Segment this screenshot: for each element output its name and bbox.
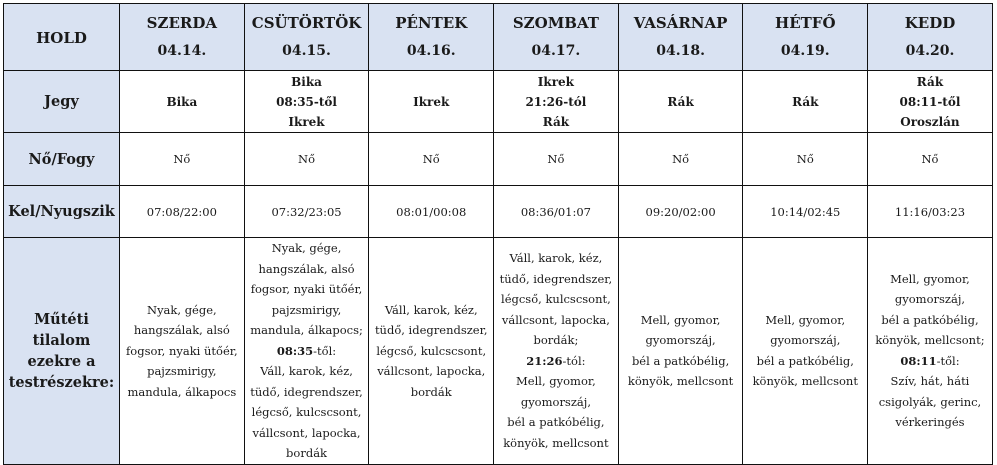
rise-set-cell: 10:14/02:45 (743, 186, 868, 238)
day-name: SZERDA (146, 14, 217, 32)
corner-cell (4, 4, 120, 71)
body-part-line: tüdő, idegrendszer, (250, 384, 363, 399)
jegy-cell (369, 71, 494, 133)
body-part-line: Váll, karok, kéz, (384, 302, 478, 317)
surgery-ban-cell (369, 238, 494, 465)
rise-set-cell: 07:32/23:05 (244, 186, 369, 238)
zodiac-sign: Bika (291, 74, 322, 89)
zodiac-sign: Ikrek (537, 74, 574, 89)
jegy-cell (743, 71, 868, 133)
body-part-line: bordák (286, 446, 328, 460)
surgery-ban-cell (494, 238, 619, 465)
body-part-line: könyök, mellcsont (503, 435, 609, 450)
jegy-row (4, 71, 993, 133)
body-part-line: gyomorszáj, (520, 394, 591, 409)
day-date: 04.16. (406, 43, 456, 59)
change-suffix: -től: (313, 343, 337, 358)
hold-label: HOLD (36, 28, 87, 47)
kel-nyugszik-row (4, 186, 993, 238)
rise-set-cell: 08:01/00:08 (369, 186, 494, 238)
surgery-ban-cell (120, 238, 245, 465)
muteti-tilalom-row (4, 238, 993, 465)
body-part-line: Váll, karok, kéz, (509, 251, 603, 266)
row-label-line: Műtéti tilalom (32, 310, 91, 349)
body-part-line: könyök, mellcsont (627, 374, 734, 389)
zodiac-sign: Bika (166, 94, 198, 109)
body-part-line: fogsor, nyaki ütőér, (126, 343, 238, 358)
jegy-cell (494, 71, 619, 133)
surgery-ban-cell (244, 238, 369, 465)
body-part-line: bél a patkóbélig, (881, 312, 979, 327)
row-label-no-fogy: Nő/Fogy (4, 133, 120, 186)
day-header-1 (244, 4, 369, 71)
body-part-line: légcső, kulcscsont, (501, 292, 611, 307)
day-header-6 (868, 4, 993, 71)
jegy-cell (618, 71, 743, 133)
day-name: VASÁRNAP (633, 14, 728, 32)
row-label-jegy: Jegy (4, 71, 120, 133)
surgery-ban-cell (618, 238, 743, 465)
day-name: CSÜTÖRTÖK (251, 14, 362, 32)
moon-phase-cell: Nő (743, 133, 868, 186)
day-date: 04.17. (531, 43, 581, 59)
zodiac-change-time: 08:35-től (276, 94, 337, 109)
day-date: 04.14. (157, 43, 207, 59)
zodiac-sign: Ikrek (288, 114, 325, 129)
rise-set-cell: 09:20/02:00 (618, 186, 743, 238)
day-name: SZOMBAT (512, 14, 599, 32)
body-part-line: bél a patkóbélig, (756, 353, 854, 368)
day-header-3 (494, 4, 619, 71)
body-part-line: bél a patkóbélig, (631, 353, 730, 368)
body-part-line: gyomorszáj, (645, 333, 716, 348)
change-time: 08:35 (276, 343, 314, 358)
day-header-2 (369, 4, 494, 71)
body-part-line: vállcsont, lapocka, (501, 312, 610, 327)
row-label-line: testrészekre: (8, 373, 115, 391)
body-part-line: Mell, gyomor, (765, 312, 846, 327)
body-part-line: könyök, mellcsont (752, 374, 858, 389)
moon-calendar-table (3, 3, 993, 465)
row-label-line: ezekre a (27, 352, 96, 370)
body-part-line: mandula, álkapocs (127, 384, 237, 399)
jegy-cell (120, 71, 245, 133)
surgery-ban-cell (868, 238, 993, 465)
day-date: 04.20. (905, 43, 955, 59)
body-part-line: gyomorszáj, (894, 292, 966, 307)
header-row (4, 4, 993, 71)
day-name: KEDD (904, 14, 956, 32)
body-part-line: fogsor, nyaki ütőér, (250, 282, 363, 296)
day-header-4 (618, 4, 743, 71)
day-name: PÉNTEK (395, 14, 468, 32)
zodiac-change-time: 21:26-tól (525, 94, 587, 109)
moon-phase-cell: Nő (868, 133, 993, 186)
change-time-line (870, 351, 990, 372)
body-part-line: csigolyák, gerinc, (878, 394, 982, 409)
moon-phase-cell: Nő (120, 133, 245, 186)
body-part-line: légcső, kulcscsont, (376, 343, 487, 358)
rise-set-cell: 07:08/22:00 (120, 186, 245, 238)
surgery-ban-cell (743, 238, 868, 465)
body-part-line: vállcsont, lapocka, (377, 364, 486, 378)
body-part-line: pajzsmirigy, (147, 364, 217, 378)
zodiac-sign: Ikrek (413, 94, 450, 109)
row-label-muteti (4, 238, 120, 465)
change-suffix: -től: (936, 353, 960, 368)
body-part-line: bél a patkóbélig, (507, 415, 605, 430)
body-part-line: tüdő, idegrendszer, (499, 271, 613, 286)
zodiac-change-time: 08:11-től (899, 94, 961, 109)
day-date: 04.18. (656, 43, 705, 59)
moon-phase-cell: Nő (618, 133, 743, 186)
body-part-line: könyök, mellcsont; (875, 333, 985, 348)
body-part-line: tüdő, idegrendszer, (374, 323, 488, 337)
body-part-line: pajzsmirigy, (271, 302, 342, 317)
day-header-5 (743, 4, 868, 71)
body-part-line: hangszálak, alsó (258, 261, 355, 276)
body-part-line: mandula, álkapocs; (250, 323, 363, 337)
jegy-cell (244, 71, 369, 133)
row-label-kel-nyugszik: Kel/Nyugszik (4, 186, 120, 238)
moon-phase-cell: Nő (244, 133, 369, 186)
zodiac-sign: Oroszlán (900, 114, 960, 129)
moon-calendar-table-wrapper (3, 3, 993, 465)
body-part-line: Nyak, gége, (271, 241, 342, 255)
day-header-0 (120, 4, 245, 71)
body-part-line: bordák (410, 384, 452, 399)
rise-set-cell: 08:36/01:07 (494, 186, 619, 238)
change-time: 08:11 (900, 353, 937, 368)
rise-set-cell: 11:16/03:23 (868, 186, 993, 238)
body-part-line: Váll, karok, kéz, (260, 364, 353, 378)
day-date: 04.15. (282, 43, 331, 59)
day-date: 04.19. (780, 43, 830, 59)
zodiac-sign: Rák (916, 74, 944, 89)
no-fogy-row (4, 133, 993, 186)
moon-phase-cell: Nő (369, 133, 494, 186)
body-part-line: Mell, gyomor, (640, 312, 721, 327)
jegy-cell (868, 71, 993, 133)
body-part-line: Nyak, gége, (147, 302, 217, 317)
moon-phase-cell: Nő (494, 133, 619, 186)
body-part-line: vérkeringés (895, 415, 965, 430)
change-time-line (247, 341, 367, 362)
zodiac-sign: Rák (667, 94, 694, 109)
body-part-line: hangszálak, alsó (133, 323, 230, 337)
zodiac-sign: Rák (792, 94, 819, 109)
body-part-line: Szív, hát, háti (890, 374, 970, 389)
body-part-line: Mell, gyomor, (890, 271, 970, 286)
body-part-line: gyomorszáj, (770, 333, 841, 348)
zodiac-sign: Rák (542, 114, 570, 129)
body-part-line: Mell, gyomor, (516, 374, 596, 389)
day-name: HÉTFŐ (775, 14, 836, 32)
change-suffix: -tól: (562, 353, 586, 368)
body-part-line: légcső, kulcscsont, (251, 405, 362, 419)
body-part-line: vállcsont, lapocka, (252, 425, 361, 440)
change-time-line (496, 351, 616, 372)
body-part-line: bordák; (533, 333, 579, 348)
change-time: 21:26 (526, 353, 563, 368)
